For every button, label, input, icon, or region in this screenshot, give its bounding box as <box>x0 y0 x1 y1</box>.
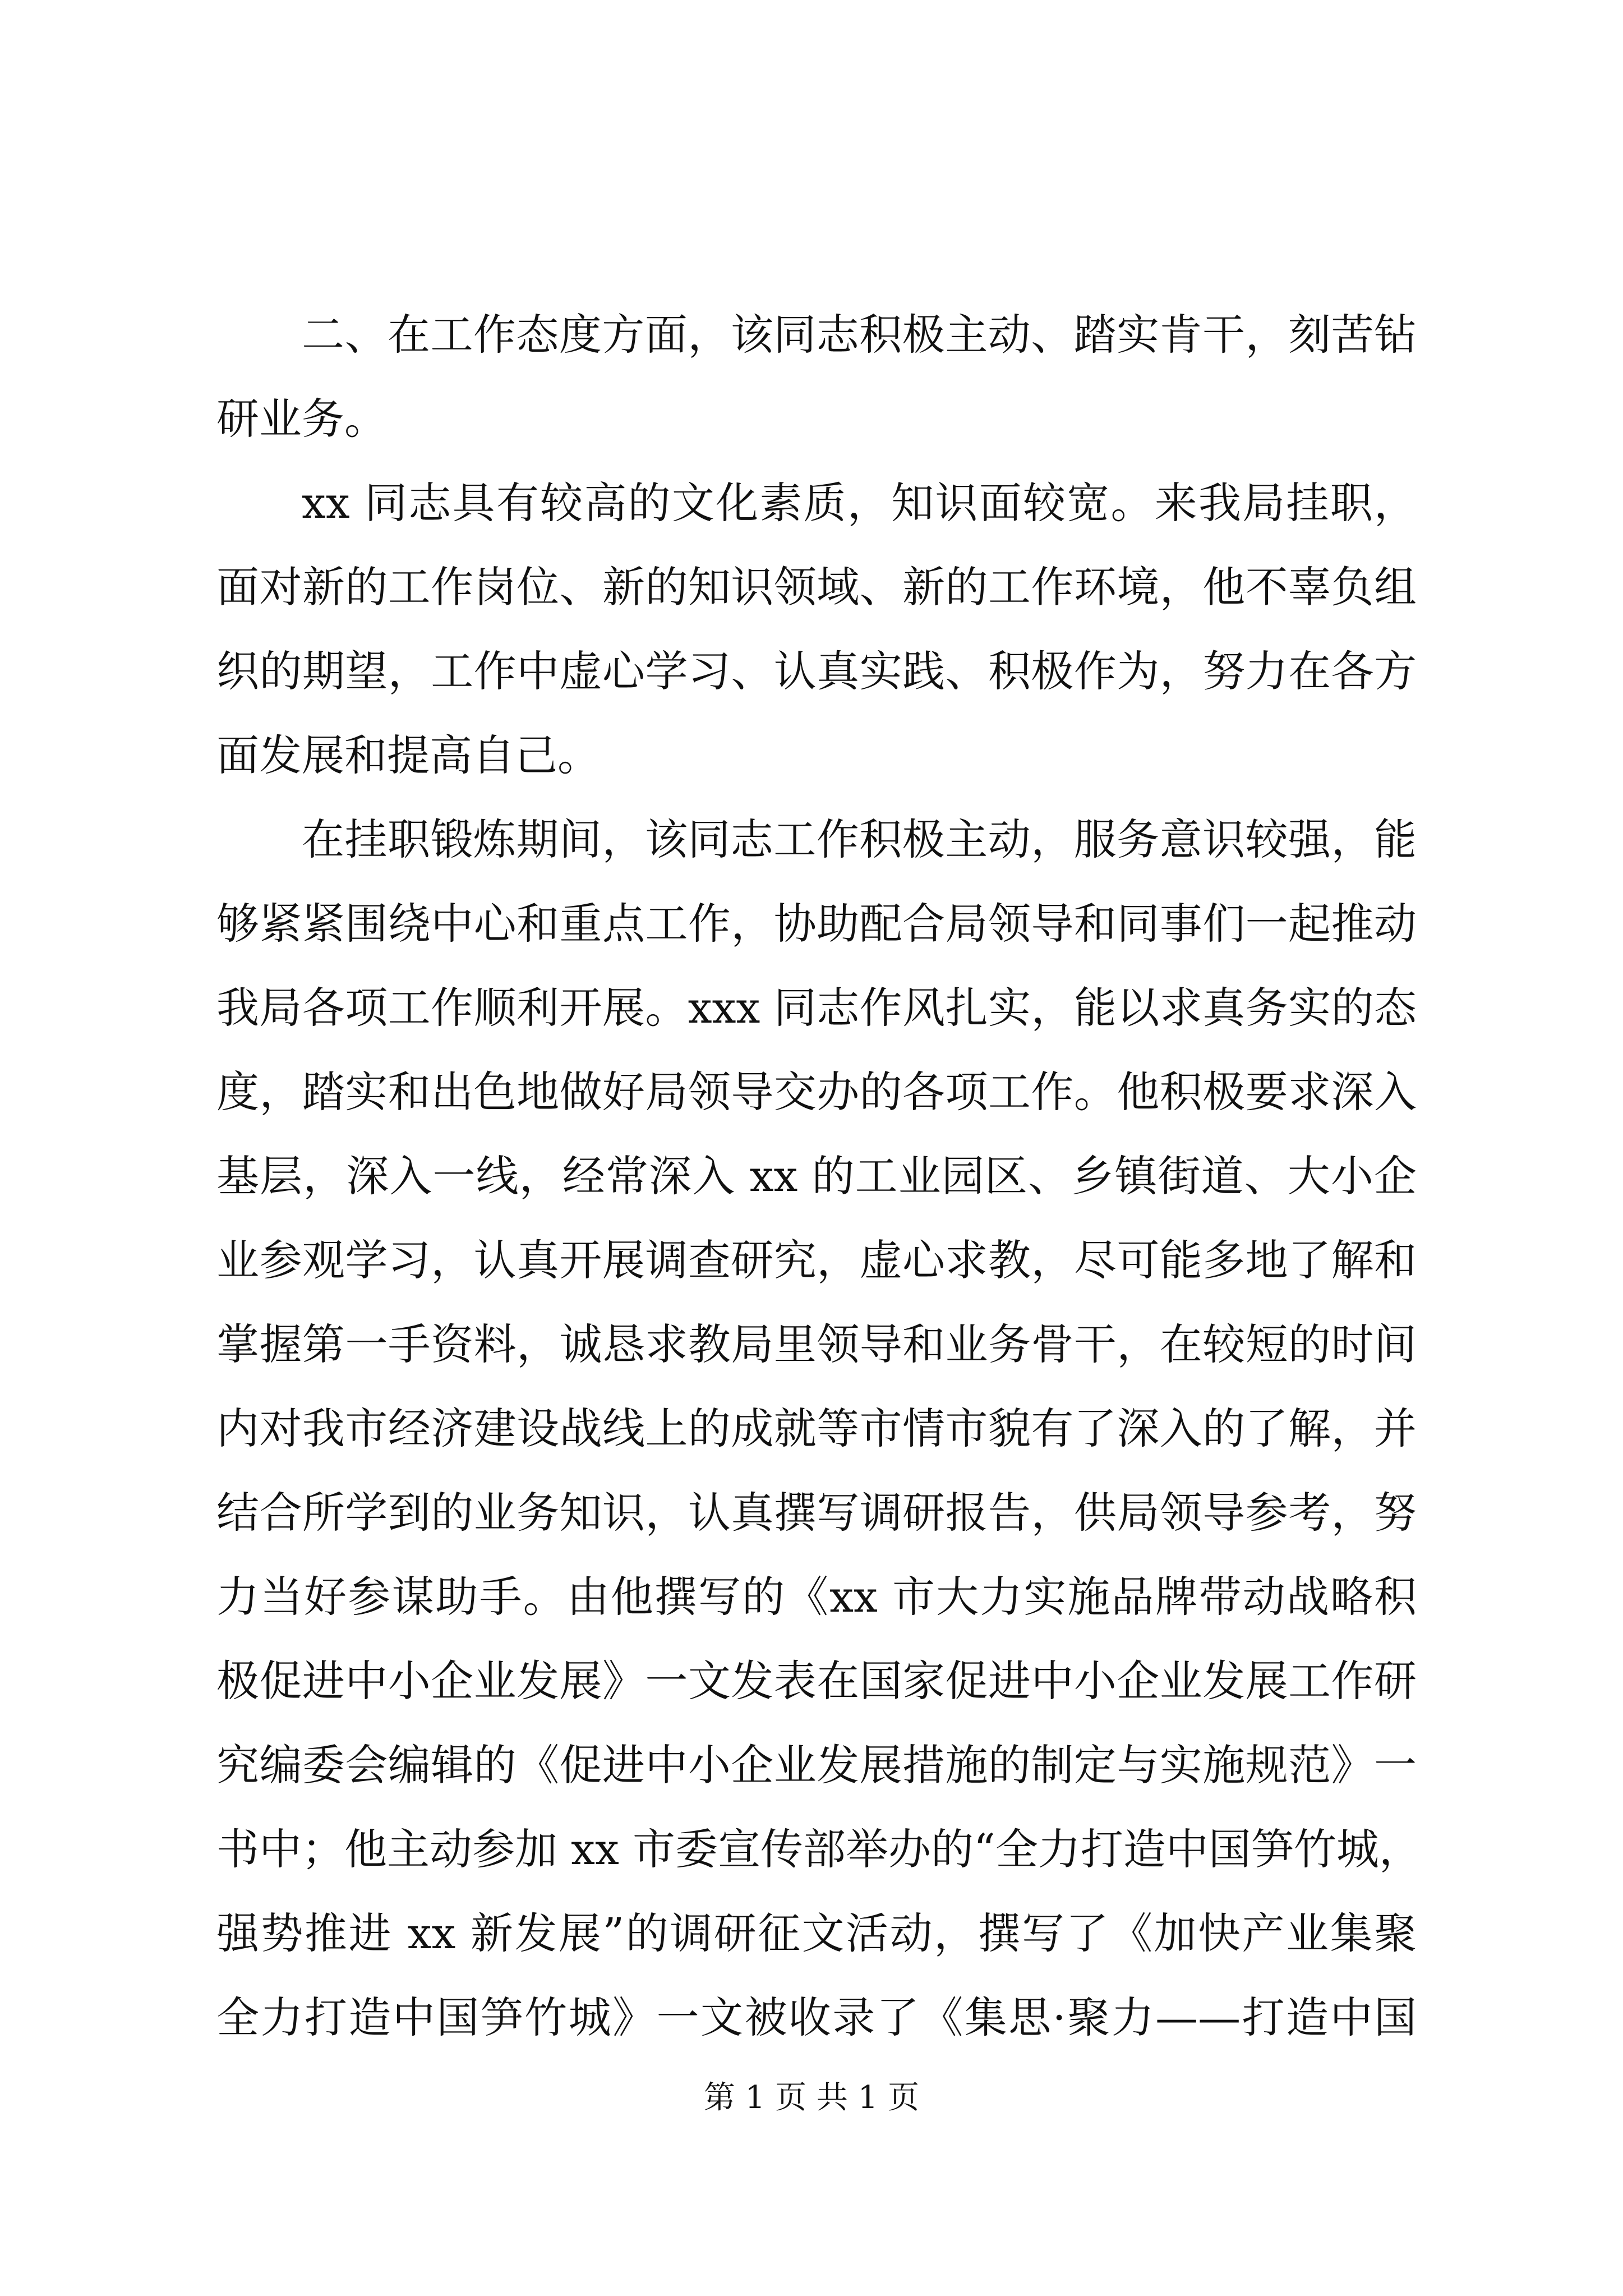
paragraph-line: 掌握第一手资料，诚恳求教局里领导和业务骨干，在较短的时间 <box>216 1319 1417 1369</box>
paragraph-line: 够紧紧围绕中心和重点工作，协助配合局领导和同事们一起推动 <box>216 899 1417 949</box>
paragraph-line: 基层，深入一线，经常深入 xx 的工业园区、乡镇街道、大小企 <box>216 1151 1417 1201</box>
paragraph-line: 极促进中小企业发展》一文发表在国家促进中小企业发展工作研 <box>216 1656 1417 1706</box>
paragraph-line: 面发展和提高自己。 <box>216 730 600 780</box>
paragraph-line: 织的期望，工作中虚心学习、认真实践、积极作为，努力在各方 <box>216 646 1417 696</box>
paragraph-line: xx 同志具有较高的文化素质，知识面较宽。来我局挂职， <box>302 478 1417 528</box>
paragraph-line: 在挂职锻炼期间，该同志工作积极主动，服务意识较强，能 <box>302 815 1417 864</box>
paragraph-line: 全力打造中国笋竹城》一文被收录了《集思·聚力——打造中国 <box>216 1993 1417 2042</box>
paragraph-line: 内对我市经济建设战线上的成就等市情市貌有了深入的了解，并 <box>216 1404 1417 1453</box>
paragraph-line: 我局各项工作顺利开展。xxx 同志作风扎实，能以求真务实的态 <box>216 983 1417 1033</box>
paragraph-line: 力当好参谋助手。由他撰写的《xx 市大力实施品牌带动战略积 <box>216 1572 1417 1622</box>
paragraph-line: 书中；他主动参加 xx 市委宣传部举办的“全力打造中国笋竹城， <box>216 1824 1422 1874</box>
paragraph-line: 研业务。 <box>216 394 387 444</box>
paragraph-line: 度，踏实和出色地做好局领导交办的各项工作。他积极要求深入 <box>216 1067 1417 1117</box>
paragraph-line: 面对新的工作岗位、新的知识领域、新的工作环境，他不辜负组 <box>216 562 1417 612</box>
paragraph-line: 强势推进 xx 新发展”的调研征文活动，撰写了《加快产业集聚 <box>216 1908 1417 1958</box>
page-footer: 第 1 页 共 1 页 <box>703 2079 920 2116</box>
paragraph-line: 业参观学习，认真开展调查研究，虚心求教，尽可能多地了解和 <box>216 1235 1417 1285</box>
paragraph-line: 结合所学到的业务知识，认真撰写调研报告，供局领导参考，努 <box>216 1488 1417 1538</box>
paragraph-line: 究编委会编辑的《促进中小企业发展措施的制定与实施规范》一 <box>216 1740 1417 1790</box>
paragraph-line: 二、在工作态度方面，该同志积极主动、踏实肯干，刻苦钻 <box>302 310 1417 360</box>
